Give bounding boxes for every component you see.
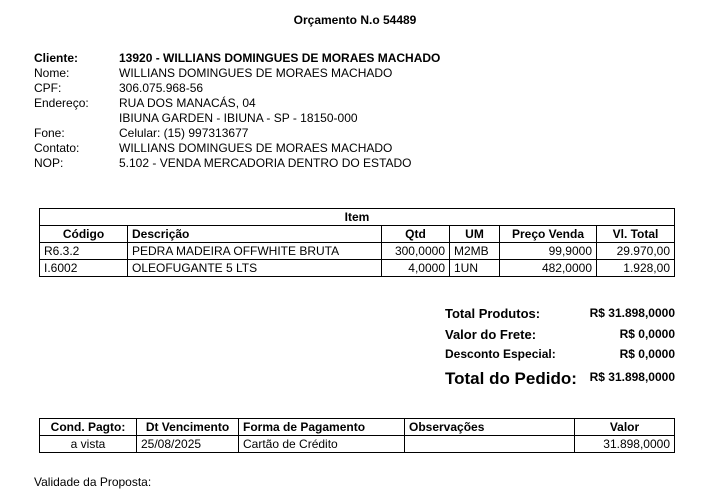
cell-codigo: I.6002	[40, 260, 128, 277]
freight-label: Valor do Frete:	[445, 327, 537, 342]
total-products-value: R$ 31.898,0000	[589, 306, 675, 320]
col-header-codigo: Código	[40, 226, 128, 243]
address-line2: IBIUNA GARDEN - IBIUNA - SP - 18150-000	[119, 111, 358, 125]
total-products-label: Total Produtos:	[445, 306, 541, 321]
table-row	[40, 243, 675, 260]
col-header-observacoes: Observações	[405, 419, 575, 436]
cell-descricao: OLEOFUGANTE 5 LTS	[128, 260, 382, 277]
phone-value: Celular: (15) 997313677	[119, 126, 249, 140]
cell-valor: 31.898,0000	[575, 436, 675, 453]
discount-value: R$ 0,0000	[619, 347, 675, 361]
col-header-total: Vl. Total	[597, 226, 675, 243]
cell-qtd: 4,0000	[382, 260, 450, 277]
col-header-um: UM	[450, 226, 500, 243]
cell-total: 29.970,00	[597, 243, 675, 260]
table-row	[40, 260, 675, 277]
nop-value: 5.102 - VENDA MERCADORIA DENTRO DO ESTADO	[119, 156, 412, 170]
cell-preco: 99,9000	[500, 243, 597, 260]
col-header-descricao: Descrição	[128, 226, 382, 243]
cell-um: M2MB	[450, 243, 500, 260]
cell-forma-pagamento: Cartão de Crédito	[239, 436, 405, 453]
cell-dt-vencimento: 25/08/2025	[137, 436, 239, 453]
contact-value: WILLIANS DOMINGUES DE MORAES MACHADO	[119, 141, 393, 155]
cell-preco: 482,0000	[500, 260, 597, 277]
col-header-forma-pagamento: Forma de Pagamento	[239, 419, 405, 436]
col-header-preco: Preço Venda	[500, 226, 597, 243]
col-header-dt-vencimento: Dt Vencimento	[137, 419, 239, 436]
name-value: WILLIANS DOMINGUES DE MORAES MACHADO	[119, 66, 393, 80]
payment-table	[39, 418, 675, 453]
address-value: RUA DOS MANACÁS, 04	[119, 96, 256, 110]
client-label: Cliente:	[34, 51, 79, 65]
order-total-label: Total do Pedido:	[445, 369, 577, 388]
client-value: 13920 - WILLIANS DOMINGUES DE MORAES MACHADO	[119, 51, 441, 65]
nop-label: NOP:	[34, 156, 64, 170]
name-label: Nome:	[34, 66, 70, 80]
validity-label: Validade da Proposta:	[34, 475, 152, 489]
page-title: Orçamento N.o 54489	[293, 13, 417, 27]
cell-cond-pagto: a vista	[40, 436, 137, 453]
phone-label: Fone:	[34, 126, 65, 140]
cell-codigo: R6.3.2	[40, 243, 128, 260]
col-header-qtd: Qtd	[382, 226, 450, 243]
col-header-cond-pagto: Cond. Pagto:	[40, 419, 137, 436]
cell-observacoes	[405, 436, 575, 453]
cell-descricao: PEDRA MADEIRA OFFWHITE BRUTA	[128, 243, 382, 260]
cell-um: 1UN	[450, 260, 500, 277]
order-total-value: R$ 31.898,0000	[589, 370, 675, 384]
cell-total: 1.928,00	[597, 260, 675, 277]
address-label: Endereço:	[34, 96, 89, 110]
freight-value: R$ 0,0000	[619, 327, 675, 341]
cpf-label: CPF:	[34, 81, 62, 95]
col-header-valor: Valor	[575, 419, 675, 436]
discount-label: Desconto Especial:	[445, 347, 556, 361]
items-table	[39, 208, 675, 277]
cpf-value: 306.075.968-56	[119, 81, 204, 95]
items-caption: Item	[40, 209, 675, 226]
contact-label: Contato:	[34, 141, 80, 155]
cell-qtd: 300,0000	[382, 243, 450, 260]
table-row	[40, 436, 675, 453]
